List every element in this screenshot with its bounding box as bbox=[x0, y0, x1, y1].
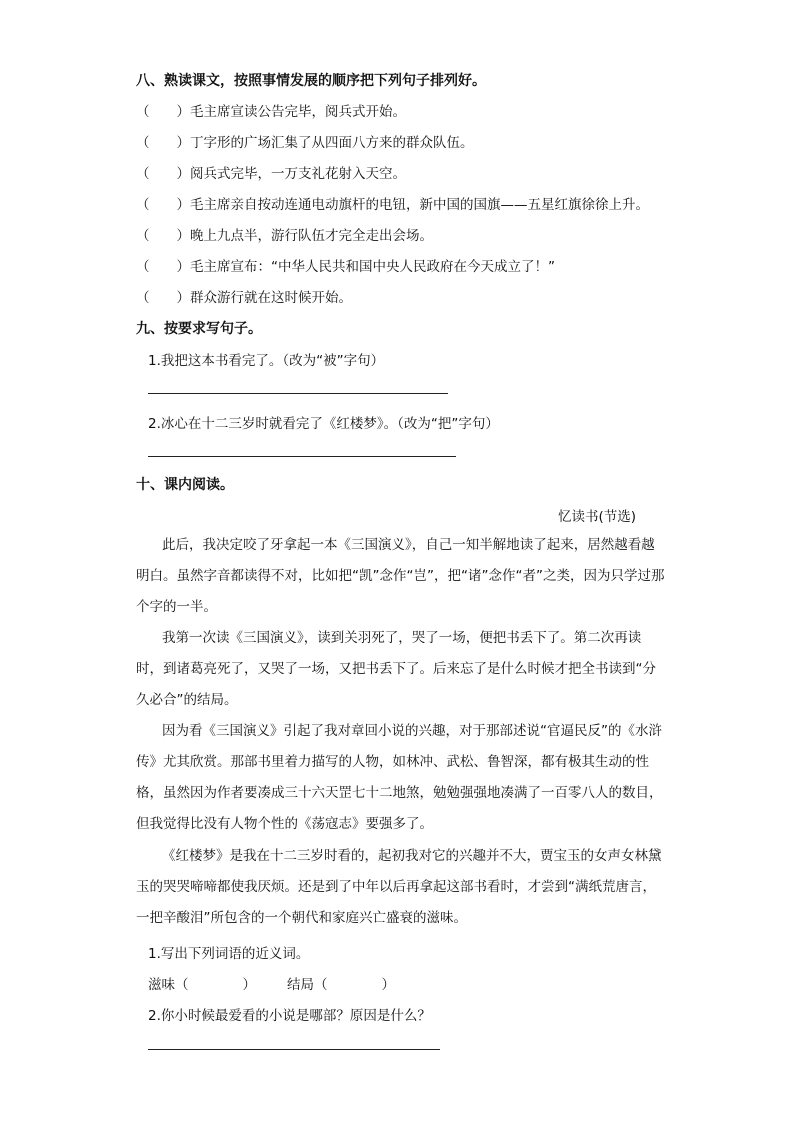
reading-paragraph-3: 因为看《三国演义》引起了我对章回小说的兴趣，对于那部述说“官逼民反”的《水浒传》尤其欣赏。那部书里着力描写的人物，如林冲、武松、鲁智深，都有极其生动的性格，虽然因为作者要凑成三十六天罡七十二地煞，勉勉强强地凑满了一百零八人的数目，但我觉得比没有人物个性的《荡寇志》要强多了。 bbox=[136, 723, 663, 832]
reading-paragraph-2: 我第一次读《三国演义》，读到关羽死了，哭了一场，便把书丢下了。第二次再读时，到诸葛亮死了，又哭了一场，又把书丢下了。后来忘了是什么时候才把全书读到“分久必合”的结局。 bbox=[136, 630, 656, 708]
section8-item-4: （ ）毛主席亲自按动连通电动旗杆的电钮，新中国的国旗——五星红旗徐徐上升。 bbox=[136, 197, 649, 213]
section9-question-2: 2.冰心在十二三岁时就看完了《红楼梦》。（改为“把”字句） bbox=[148, 416, 499, 432]
section8-item-2: （ ）丁字形的广场汇集了从四面八方来的群众队伍。 bbox=[136, 135, 474, 151]
section8-item-3: （ ）阅兵式完毕，一万支礼花射入天空。 bbox=[136, 166, 406, 182]
section8-item-6: （ ）毛主席宣布：“中华人民共和国中央人民政府在今天成立了！” bbox=[136, 259, 555, 275]
section10-heading: 十、课内阅读。 bbox=[136, 477, 234, 493]
synonym-blank-1: 滋味（ ） bbox=[148, 977, 256, 993]
answer-line-9-1 bbox=[148, 393, 448, 394]
reading-paragraph-4: 《红楼梦》是我在十二三岁时看的，起初我对它的兴趣并不大，贾宝玉的女声女林黛玉的哭哭啼啼都使我厌烦。还是到了中年以后再拿起这部书看时，才尝到“满纸荒唐言，一把辛酸泪”所包含的一个朝代和家庭兴亡盛衰的滋味。 bbox=[136, 848, 662, 926]
section8-item-7: （ ）群众游行就在这时候开始。 bbox=[136, 290, 352, 306]
section10-question-1: 1.写出下列词语的近义词。 bbox=[148, 946, 310, 962]
section10-question-2: 2.你小时候最爱看的小说是哪部？原因是什么？ bbox=[148, 1008, 431, 1024]
section9-question-1: 1.我把这本书看完了。（改为“被”字句） bbox=[148, 353, 385, 369]
section8-item-5: （ ）晚上九点半，游行队伍才完全走出会场。 bbox=[136, 228, 433, 244]
reading-paragraph-1: 此后，我决定咬了牙拿起一本《三国演义》，自己一知半解地读了起来，居然越看越明白。虽然字音都读得不对，比如把“凯”念作“岂”，把“诸”念作“者”之类，因为只学过那个字的一半。 bbox=[136, 537, 665, 615]
synonym-blank-2: 结局（ ） bbox=[287, 977, 395, 993]
answer-line-9-2 bbox=[148, 456, 456, 457]
reading-title: 忆读书(节选) bbox=[557, 509, 637, 525]
section8-item-1: （ ）毛主席宣读公告完毕，阅兵式开始。 bbox=[136, 104, 406, 120]
section9-heading: 九、按要求写句子。 bbox=[136, 321, 262, 337]
answer-line-10-2 bbox=[148, 1049, 440, 1050]
section8-heading: 八、熟读课文，按照事情发展的顺序把下列句子排列好。 bbox=[136, 73, 486, 89]
